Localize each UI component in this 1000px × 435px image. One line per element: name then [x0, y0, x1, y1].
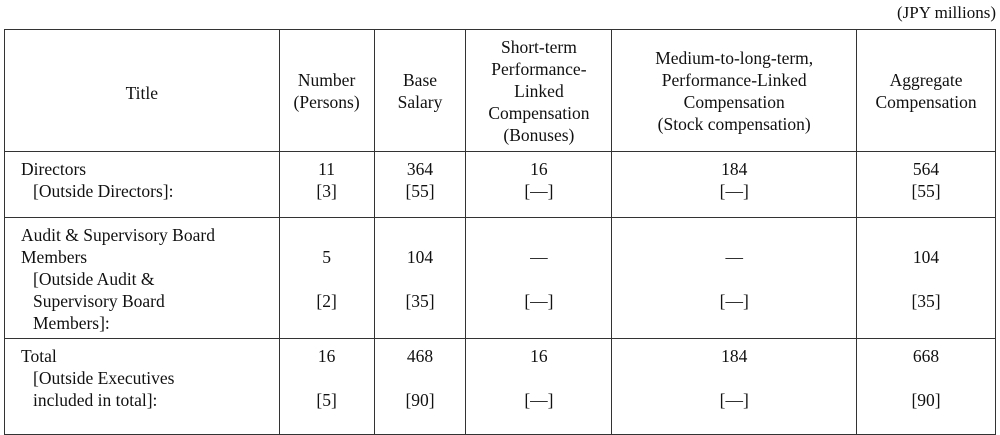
header-base-salary: Base Salary: [374, 30, 466, 152]
cell-aggregate: 104 [35]: [857, 218, 996, 339]
row-label: Audit & Supervisory Board Members [Outside Audit & Supervisory Board Members]:: [5, 218, 280, 339]
header-aggregate: Aggregate Compensation: [857, 30, 996, 152]
cell-number: 5 [2]: [279, 218, 374, 339]
header-number: Number (Persons): [279, 30, 374, 152]
cell-short-term: 16 [—]: [466, 339, 612, 435]
header-short-term: Short-term Performance- Linked Compensation (Bonuses): [466, 30, 612, 152]
header-medium-long-term: Medium-to-long-term, Performance-Linked Compensation (Stock compensation): [612, 30, 857, 152]
table-row-total: [5, 339, 996, 435]
table-row-audit: [5, 218, 996, 339]
cell-medium-long-term: 184 [—]: [612, 152, 857, 218]
cell-aggregate: 564 [55]: [857, 152, 996, 218]
cell-medium-long-term: — [—]: [612, 218, 857, 339]
compensation-table: [4, 29, 996, 435]
cell-short-term: 16 [—]: [466, 152, 612, 218]
cell-aggregate: 668 [90]: [857, 339, 996, 435]
row-label: Directors [Outside Directors]:: [5, 152, 280, 218]
table-row-directors: [5, 152, 996, 218]
header-title: Title: [5, 30, 280, 152]
cell-base-salary: 468 [90]: [374, 339, 466, 435]
cell-base-salary: 364 [55]: [374, 152, 466, 218]
cell-medium-long-term: 184 [—]: [612, 339, 857, 435]
row-label: Total [Outside Executives included in total]:: [5, 339, 280, 435]
cell-number: 11 [3]: [279, 152, 374, 218]
cell-base-salary: 104 [35]: [374, 218, 466, 339]
cell-number: 16 [5]: [279, 339, 374, 435]
cell-short-term: — [—]: [466, 218, 612, 339]
header-row: [5, 30, 996, 152]
unit-note: (JPY millions): [896, 3, 996, 22]
